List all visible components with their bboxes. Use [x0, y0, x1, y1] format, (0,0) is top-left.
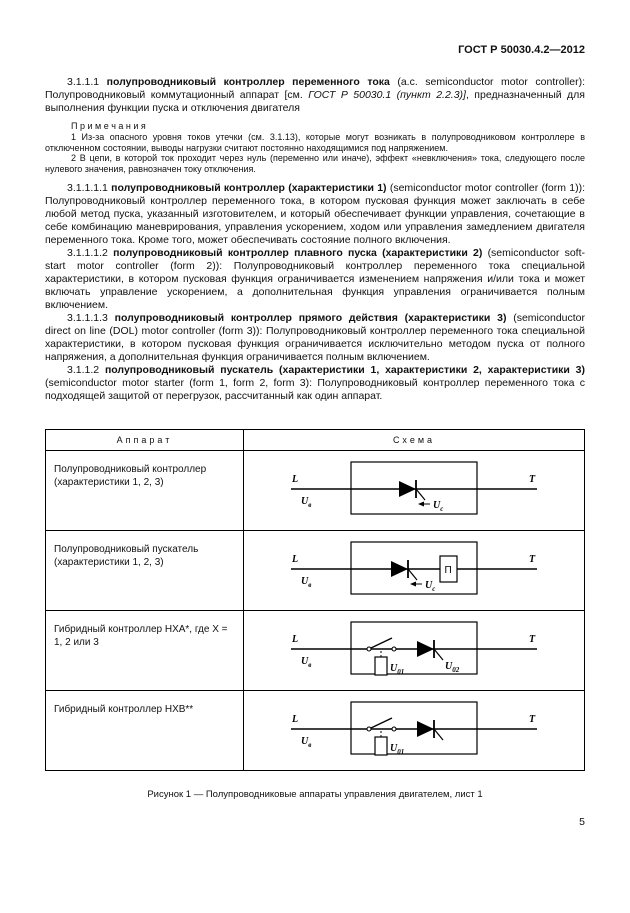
paragraph-3-1-1-2: 3.1.1.2 полупроводниковый пускатель (характеристики 1, характеристики 2, характеристики 3) (semiconductor motor starter (form 1, form 2, form 3): Полупроводниковый контроллер переменного тока с подходящей защитой от перегрузок, рассчитанный как один аппарат.	[45, 364, 586, 402]
voltage-u01-label: $U_{01}$	[390, 663, 405, 676]
table-row-starter	[46, 531, 585, 611]
apparatus-name: Полупроводниковый контроллер (характеристики 1, 2, 3)	[46, 451, 244, 531]
table-header-apparatus: Аппарат	[46, 430, 244, 451]
apparatus-name: Гибридный контроллер НХА*, где Х = 1, 2 или 3	[46, 611, 244, 691]
voltage-uv-label: $U_в$	[301, 736, 312, 749]
scheme-hybrid-a-diagram	[289, 611, 539, 685]
svg-text:П: П	[444, 565, 452, 576]
voltage-u01-label: $U_{01}$	[390, 743, 405, 756]
scheme-starter-diagram	[289, 531, 539, 605]
voltage-u02-label: $U_{02}$	[445, 661, 460, 674]
terminal-l-label: L	[292, 634, 299, 645]
doc-number: ГОСТ Р 50030.4.2—2012	[458, 44, 585, 56]
voltage-uc-label: $U_c$	[433, 500, 444, 513]
control-voltage-arrow	[418, 502, 430, 507]
terminal-t-label: Т	[529, 474, 536, 485]
note-1: 1 Из-за опасного уровня токов утечки (см. 3.1.13), которые могут возникать в полупроводниковом контроллере в отключенном состоянии, выводы нагрузки считают постоянно находящимися под напряжением.	[45, 132, 585, 153]
voltage-uv-label: $U_в$	[301, 576, 312, 589]
thyristor-symbol	[417, 640, 443, 660]
paragraph-3-1-1-1-3: 3.1.1.1.3 полупроводниковый контроллер прямого действия (характеристики 3) (semiconductor direct on line (DOL) motor controller (form 3)): Полупроводниковый контроллер переменного тока специальной характеристики, в котором пусковая функция ограничивается исключительно методом пуска от полного напряжения, а дополнительная функция ограничивается полным включением.	[45, 312, 585, 363]
coil-symbol	[375, 651, 387, 675]
paragraph-3-1-1-1: 3.1.1.1 полупроводниковый контроллер переменного тока (a.c. semiconductor motor controller): Полупроводниковый коммутационный аппарат [см. ГОСТ Р 50030.1 (пункт 2.2.3)], предназначенный для выполнения функции пуска и отключения двигателя	[45, 76, 585, 114]
scheme-controller-diagram	[289, 451, 539, 525]
table-row-hybrid-b	[46, 691, 585, 771]
note-2: 2 В цепи, в которой ток проходит через нуль (переменно или иначе), эффект «невключения» тока, следующего после нулевого значения, равнозначен току отключения.	[45, 153, 585, 174]
paragraph-3-1-1-1-1: 3.1.1.1.1 полупроводниковый контроллер (характеристики 1) (semiconductor motor controller (form 1)): Полупроводниковый контроллер переменного тока, в котором пусковая функция может заключать в себе любой метод пуска, указанный изготовителем, и который обеспечивает функции управления, сочетающие в себе комбинацию маневрирования, управления ускорением, ходом или управления замедлением двигателя переменного тока. Кроме того, может обеспечивать состояние полного включения.	[45, 182, 585, 246]
voltage-uv-label: $U_в$	[301, 496, 312, 509]
terminal-l-label: L	[292, 554, 299, 565]
apparatus-box	[351, 462, 477, 514]
table-row-controller	[46, 451, 585, 531]
voltage-uv-label: $U_в$	[301, 656, 312, 669]
thyristor-symbol	[417, 720, 443, 740]
figure-caption: Рисунок 1 — Полупроводниковые аппараты управления двигателем, лист 1	[147, 789, 483, 800]
terminal-t-label: Т	[529, 554, 536, 565]
figure1-table	[45, 429, 585, 771]
apparatus-box	[351, 542, 477, 594]
paragraph-3-1-1-1-2: 3.1.1.1.2 полупроводниковый контроллер плавного пуска (характеристики 2) (semiconductor soft-start motor controller (form 2)): Полупроводниковый контроллер переменного тока специальной характеристики, в котором пусковая функция ограничивается изменением напряжения и/или тока и может включать управление ускорением, а дополнительная функция управления ограничивается полным включением.	[45, 247, 585, 311]
terminal-l-label: L	[292, 474, 299, 485]
terminal-l-label: L	[292, 714, 299, 725]
coil-symbol	[375, 731, 387, 755]
terminal-t-label: Т	[529, 634, 536, 645]
notes-title: П р и м е ч а н и я	[71, 121, 146, 131]
thyristor-symbol	[399, 480, 425, 500]
thyristor-symbol	[391, 560, 417, 580]
voltage-uc-label: $U_c$	[425, 580, 436, 593]
table-header-scheme: Схема	[244, 430, 585, 451]
apparatus-name: Полупроводниковый пускатель (характеристики 1, 2, 3)	[46, 531, 244, 611]
page-number: 5	[579, 816, 585, 828]
control-voltage-arrow	[410, 582, 422, 587]
table-row-hybrid-a	[46, 611, 585, 691]
scheme-hybrid-b-diagram	[289, 691, 539, 765]
overload-relay-symbol	[440, 556, 457, 582]
apparatus-name: Гибридный контроллер НХВ**	[46, 691, 244, 771]
terminal-t-label: Т	[529, 714, 536, 725]
